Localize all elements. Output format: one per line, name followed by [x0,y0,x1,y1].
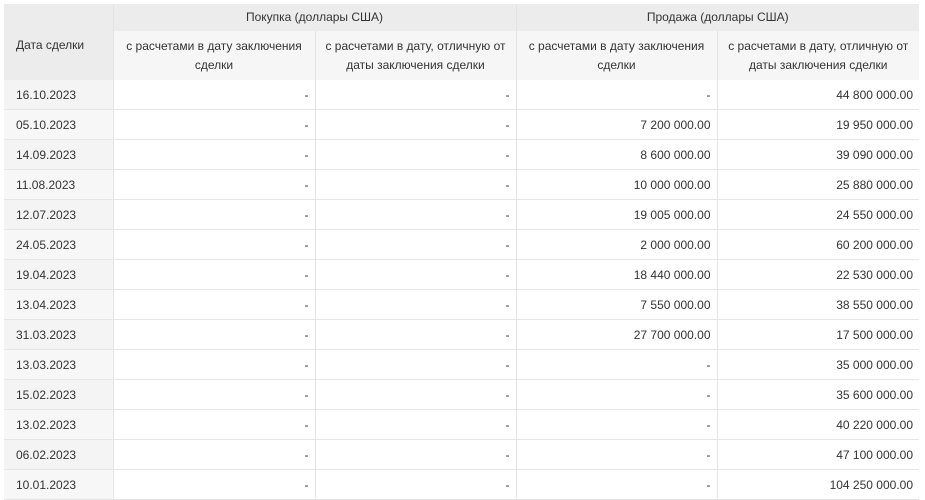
cell-sell-same-day: 19 005 000.00 [516,200,717,230]
cell-buy-same-day: - [113,200,315,230]
cell-sell-same-day: - [516,350,717,380]
table-row [4,440,919,470]
cell-buy-same-day: - [113,410,315,440]
cell-sell-same-day: 18 440 000.00 [516,260,717,290]
cell-sell-other-day: 40 220 000.00 [717,410,919,440]
cell-sell-other-day: 19 950 000.00 [717,110,919,140]
cell-sell-other-day: 25 880 000.00 [717,170,919,200]
cell-sell-other-day: 60 200 000.00 [717,230,919,260]
header-buy-same-day: с расчетами в дату заключения сделки [113,31,315,80]
cell-sell-same-day: 8 600 000.00 [516,140,717,170]
cell-sell-other-day: 35 600 000.00 [717,380,919,410]
table-row [4,140,919,170]
header-date: Дата сделки [4,4,113,80]
cell-buy-other-day: - [315,410,516,440]
cell-date: 10.01.2023 [4,470,113,500]
cell-buy-other-day: - [315,350,516,380]
cell-buy-same-day: - [113,260,315,290]
cell-date: 13.02.2023 [4,410,113,440]
deals-table-container [4,4,919,500]
header-sell-other-day: с расчетами в дату, отличную от даты заключения сделки [717,31,919,80]
cell-sell-other-day: 35 000 000.00 [717,350,919,380]
cell-sell-same-day: 27 700 000.00 [516,320,717,350]
cell-date: 13.04.2023 [4,290,113,320]
cell-date: 06.02.2023 [4,440,113,470]
cell-buy-other-day: - [315,290,516,320]
cell-date: 14.09.2023 [4,140,113,170]
cell-sell-same-day: 7 550 000.00 [516,290,717,320]
cell-buy-other-day: - [315,470,516,500]
cell-sell-other-day: 47 100 000.00 [717,440,919,470]
table-row [4,110,919,140]
header-sell-same-day: с расчетами в дату заключения сделки [516,31,717,80]
cell-buy-other-day: - [315,80,516,110]
header-buy-other-day: с расчетами в дату, отличную от даты заключения сделки [315,31,516,80]
table-row [4,470,919,500]
table-row [4,80,919,110]
cell-buy-other-day: - [315,170,516,200]
table-row [4,200,919,230]
table-row [4,170,919,200]
cell-sell-same-day: - [516,380,717,410]
table-row [4,410,919,440]
deals-table [4,4,919,500]
cell-buy-same-day: - [113,170,315,200]
cell-date: 16.10.2023 [4,80,113,110]
cell-sell-same-day: 2 000 000.00 [516,230,717,260]
cell-buy-other-day: - [315,200,516,230]
cell-sell-same-day: - [516,410,717,440]
cell-buy-other-day: - [315,440,516,470]
table-row [4,380,919,410]
cell-buy-same-day: - [113,470,315,500]
cell-sell-other-day: 17 500 000.00 [717,320,919,350]
cell-date: 13.03.2023 [4,350,113,380]
cell-buy-same-day: - [113,320,315,350]
cell-sell-same-day: 10 000 000.00 [516,170,717,200]
cell-sell-other-day: 104 250 000.00 [717,470,919,500]
cell-sell-same-day: - [516,440,717,470]
table-body [4,80,919,500]
cell-buy-same-day: - [113,380,315,410]
cell-sell-other-day: 44 800 000.00 [717,80,919,110]
cell-date: 15.02.2023 [4,380,113,410]
cell-date: 24.05.2023 [4,230,113,260]
cell-date: 11.08.2023 [4,170,113,200]
cell-date: 12.07.2023 [4,200,113,230]
cell-buy-other-day: - [315,380,516,410]
cell-buy-other-day: - [315,230,516,260]
cell-sell-other-day: 38 550 000.00 [717,290,919,320]
cell-buy-same-day: - [113,440,315,470]
table-header [4,4,919,80]
table-row [4,320,919,350]
cell-sell-other-day: 22 530 000.00 [717,260,919,290]
cell-buy-same-day: - [113,350,315,380]
header-sell-group: Продажа (доллары США) [516,4,919,31]
cell-sell-other-day: 24 550 000.00 [717,200,919,230]
cell-date: 19.04.2023 [4,260,113,290]
table-row [4,260,919,290]
cell-sell-same-day: - [516,470,717,500]
cell-buy-same-day: - [113,140,315,170]
cell-buy-other-day: - [315,140,516,170]
cell-buy-same-day: - [113,230,315,260]
cell-sell-same-day: 7 200 000.00 [516,110,717,140]
cell-date: 05.10.2023 [4,110,113,140]
table-row [4,350,919,380]
cell-sell-same-day: - [516,80,717,110]
cell-buy-same-day: - [113,80,315,110]
cell-date: 31.03.2023 [4,320,113,350]
table-row [4,230,919,260]
cell-buy-other-day: - [315,260,516,290]
table-row [4,290,919,320]
cell-buy-same-day: - [113,110,315,140]
cell-buy-same-day: - [113,290,315,320]
cell-buy-other-day: - [315,320,516,350]
cell-sell-other-day: 39 090 000.00 [717,140,919,170]
header-buy-group: Покупка (доллары США) [113,4,516,31]
cell-buy-other-day: - [315,110,516,140]
